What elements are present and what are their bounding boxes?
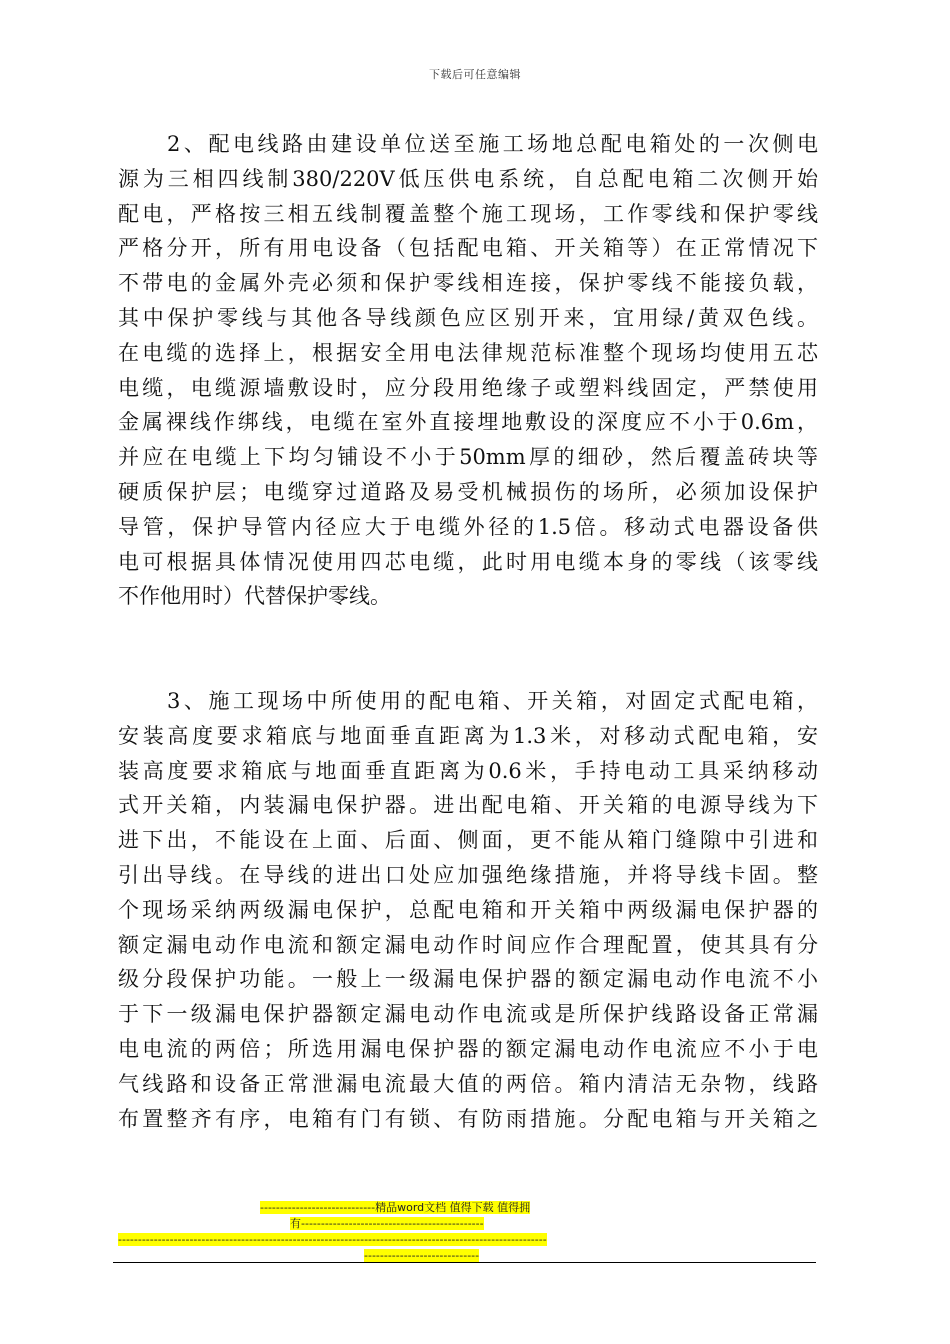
text-line: 安装高度要求箱底与地面垂直距离为1.3米，对移动式配电箱，安 [118, 723, 818, 748]
page-footer-watermark [118, 1200, 818, 1264]
paragraph-distribution-boxes [118, 684, 818, 1136]
text-line: 级分段保护功能。一般上一级漏电保护器的额定漏电动作电流不小 [118, 967, 818, 992]
text-line: 布置整齐有序，电箱有门有锁、有防雨措施。分配电箱与开关箱之 [118, 1106, 818, 1131]
text-line: 不带电的金属外壳必须和保护零线相连接，保护零线不能接负载， [118, 271, 818, 296]
footer-highlight: ------------------------------------------------------------------------------------------------------------ [118, 1233, 547, 1246]
footer-highlight: 有---------------------------------------------- [290, 1217, 484, 1230]
footer-rule [113, 1262, 816, 1263]
footer-line [118, 1232, 818, 1248]
footer-highlight: ----------------------------- [364, 1249, 480, 1262]
text-line: 电缆，电缆源墙敷设时，应分段用绝缘子或塑料线固定，严禁使用 [118, 375, 818, 400]
text-line: 电可根据具体情况使用四芯电缆，此时用电缆本身的零线（该零线 [118, 549, 818, 574]
text-line: 不作他用时）代替保护零线。 [118, 584, 391, 609]
page-header: 下载后可任意编辑 [429, 68, 521, 81]
text-line: 额定漏电动作电流和额定漏电动作时间应作合理配置，使其具有分 [118, 932, 818, 957]
text-line: 硬质保护层；电缆穿过道路及易受机械损伤的场所，必须加设保护 [118, 479, 818, 504]
text-line: 进下出，不能设在上面、后面、侧面，更不能从箱门缝隙中引进和 [118, 828, 818, 853]
text-line: 2、配电线路由建设单位送至施工场地总配电箱处的一次侧电 [118, 132, 818, 156]
text-line: 导管，保护导管内径应大于电缆外径的1.5倍。移动式电器设备供 [118, 514, 818, 539]
paragraph-wiring [118, 127, 818, 614]
text-line: 引出导线。在导线的进出口处应加强绝缘措施，并将导线卡固。整 [118, 862, 818, 887]
text-line: 并应在电缆上下均匀铺设不小于50mm厚的细砂，然后覆盖砖块等 [118, 445, 818, 470]
text-line: 金属裸线作绑线，电缆在室外直接埋地敷设的深度应不小于0.6m， [118, 410, 818, 435]
footer-highlight: -----------------------------精品word文档 值得下载 值得拥 [260, 1201, 531, 1214]
footer-line [118, 1216, 818, 1232]
text-line: 配电，严格按三相五线制覆盖整个施工现场，工作零线和保护零线 [118, 201, 818, 226]
text-line: 源为三相四线制380/220V低压供电系统，自总配电箱二次侧开始 [118, 166, 818, 191]
text-line: 3、施工现场中所使用的配电箱、开关箱，对固定式配电箱， [118, 689, 818, 713]
text-line: 装高度要求箱底与地面垂直距离为0.6米，手持电动工具采纳移动 [118, 758, 818, 783]
text-line: 气线路和设备正常泄漏电流最大值的两倍。箱内清洁无杂物，线路 [118, 1071, 818, 1096]
footer-line [118, 1200, 818, 1216]
text-line: 在电缆的选择上，根据安全用电法律规范标准整个现场均使用五芯 [118, 340, 818, 365]
text-line: 其中保护零线与其他各导线颜色应区别开来，宜用绿/黄双色线。 [118, 305, 818, 330]
text-line: 于下一级漏电保护器额定漏电动作电流或是所保护线路设备正常漏 [118, 1002, 818, 1027]
text-line: 严格分开，所有用电设备（包括配电箱、开关箱等）在正常情况下 [118, 236, 818, 261]
text-line: 电电流的两倍；所选用漏电保护器的额定漏电动作电流应不小于电 [118, 1036, 818, 1061]
text-line: 个现场采纳两级漏电保护，总配电箱和开关箱中两级漏电保护器的 [118, 897, 818, 922]
text-line: 式开关箱，内装漏电保护器。进出配电箱、开关箱的电源导线为下 [118, 793, 818, 818]
